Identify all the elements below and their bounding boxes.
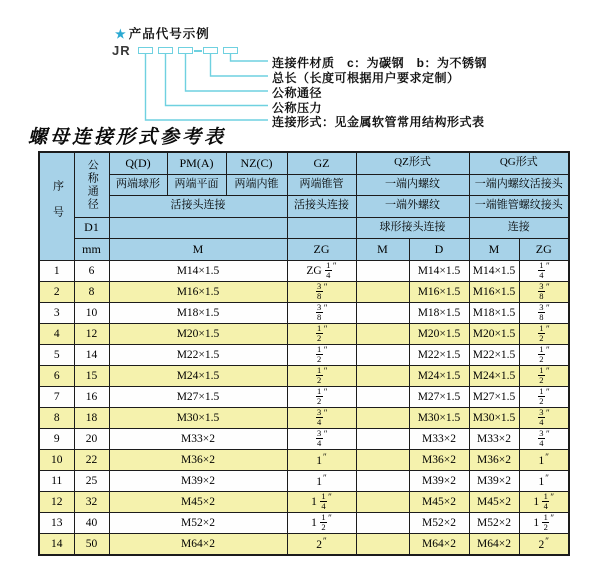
cell-qz-d: M64×2 — [409, 533, 469, 555]
header-zg: ZG — [287, 239, 356, 261]
cell-zg: 1 $\frac{1}{4}$ ″ — [287, 491, 356, 512]
header-qg-desc: 一端内螺纹活接头 — [469, 174, 569, 196]
cell-m: M18×1.5 — [109, 302, 287, 323]
cell-qz-m — [356, 386, 409, 407]
cell-qz-m — [356, 491, 409, 512]
table-header — [39, 152, 569, 260]
cell-zg: $\frac{3}{4}$ ″ — [287, 407, 356, 428]
cell-m: M52×2 — [109, 512, 287, 533]
table-row — [39, 449, 569, 470]
table-row — [39, 512, 569, 533]
header-blank-2 — [287, 217, 356, 239]
cell-dn: 40 — [74, 512, 109, 533]
cell-qz-d: M14×1.5 — [409, 260, 469, 281]
cell-zg: $\frac{3}{4}$ ″ — [287, 428, 356, 449]
header-qd-desc: 两端球形 — [109, 174, 167, 196]
header-row-4 — [39, 217, 569, 239]
cell-qz-m — [356, 533, 409, 555]
cell-zg: 1″ — [287, 449, 356, 470]
cell-qz-d: M22×1.5 — [409, 344, 469, 365]
cell-qg-zg: $\frac{1}{2}$ ″ — [519, 344, 569, 365]
header-qg-taper: 一端锥管螺纹接头 — [469, 196, 569, 218]
code-separator-dash — [194, 50, 202, 52]
cell-qg-m: M24×1.5 — [469, 365, 519, 386]
header-mm: mm — [74, 239, 109, 261]
cell-seq: 7 — [39, 386, 74, 407]
header-qg-zg: ZG — [519, 239, 569, 261]
table-title: 螺母连接形式参考表 — [28, 127, 227, 148]
header-qz-m: M — [356, 239, 409, 261]
cell-qg-zg: 1″ — [519, 470, 569, 491]
cell-zg: 1 $\frac{1}{2}$ ″ — [287, 512, 356, 533]
cell-zg: $\frac{3}{8}$ ″ — [287, 302, 356, 323]
nut-connection-reference-table — [38, 151, 570, 556]
cell-seq: 14 — [39, 533, 74, 555]
cell-dn: 25 — [74, 470, 109, 491]
table-body — [39, 260, 569, 555]
cell-qz-m — [356, 323, 409, 344]
cell-dn: 32 — [74, 491, 109, 512]
cell-qg-m: M33×2 — [469, 428, 519, 449]
cell-dn: 16 — [74, 386, 109, 407]
cell-qz-d: M36×2 — [409, 449, 469, 470]
code-box — [158, 47, 173, 54]
cell-zg: $\frac{1}{2}$ ″ — [287, 323, 356, 344]
cell-dn: 14 — [74, 344, 109, 365]
cell-zg: $\frac{1}{2}$ ″ — [287, 344, 356, 365]
header-nzc: NZ(C) — [226, 152, 287, 174]
table-row — [39, 281, 569, 302]
cell-qz-d: M33×2 — [409, 428, 469, 449]
cell-qg-zg: $\frac{3}{4}$ ″ — [519, 428, 569, 449]
code-label-connection: 连接形式：见金属软管常用结构形式表 — [272, 115, 485, 129]
cell-qz-m — [356, 260, 409, 281]
cell-qg-m: M22×1.5 — [469, 344, 519, 365]
table-row — [39, 491, 569, 512]
cell-qg-m: M36×2 — [469, 449, 519, 470]
cell-qz-d: M18×1.5 — [409, 302, 469, 323]
cell-dn: 22 — [74, 449, 109, 470]
table-row — [39, 365, 569, 386]
cell-m: M39×2 — [109, 470, 287, 491]
header-row-3 — [39, 196, 569, 218]
code-label-diameter: 公称通径 — [272, 86, 323, 100]
header-qd: Q(D) — [109, 152, 167, 174]
header-dn: 公称通径 — [74, 152, 109, 217]
header-qg-m: M — [469, 239, 519, 261]
table-row — [39, 470, 569, 491]
cell-zg: 1″ — [287, 470, 356, 491]
table-row — [39, 533, 569, 555]
header-qz-d: D — [409, 239, 469, 261]
cell-zg: $\frac{1}{2}$ ″ — [287, 386, 356, 407]
cell-seq: 13 — [39, 512, 74, 533]
header-gz: GZ — [287, 152, 356, 174]
cell-qg-zg: $\frac{3}{8}$ ″ — [519, 302, 569, 323]
cell-seq: 3 — [39, 302, 74, 323]
cell-m: M16×1.5 — [109, 281, 287, 302]
header-row-1 — [39, 152, 569, 174]
cell-seq: 10 — [39, 449, 74, 470]
header-qz-desc: 一端内螺纹 — [356, 174, 469, 196]
cell-seq: 11 — [39, 470, 74, 491]
cell-qz-m — [356, 302, 409, 323]
cell-qz-d: M16×1.5 — [409, 281, 469, 302]
diagram-heading — [115, 24, 210, 42]
cell-qg-zg: $\frac{1}{2}$ ″ — [519, 323, 569, 344]
code-prefix: JR — [112, 43, 131, 58]
cell-qz-m — [356, 281, 409, 302]
header-pma-desc: 两端平面 — [167, 174, 226, 196]
table-row — [39, 407, 569, 428]
cell-qg-zg: 1 $\frac{1}{2}$ ″ — [519, 512, 569, 533]
table-row — [39, 323, 569, 344]
cell-m: M24×1.5 — [109, 365, 287, 386]
header-pma: PM(A) — [167, 152, 226, 174]
code-box — [223, 47, 238, 54]
cell-qz-d: M20×1.5 — [409, 323, 469, 344]
code-label-pressure: 公称压力 — [272, 100, 323, 115]
cell-qg-m: M45×2 — [469, 491, 519, 512]
star-icon: ★ — [115, 27, 127, 41]
header-qz-ext: 一端外螺纹 — [356, 196, 469, 218]
cell-qz-m — [356, 449, 409, 470]
cell-qg-zg: 1″ — [519, 449, 569, 470]
diagram-heading-text: 产品代号示例 — [128, 27, 210, 41]
cell-seq: 9 — [39, 428, 74, 449]
header-gz-connection: 活接头连接 — [287, 196, 356, 218]
header-qz-ball-connection: 球形接头连接 — [356, 217, 469, 239]
header-gz-desc: 两端锥管 — [287, 174, 356, 196]
cell-dn: 20 — [74, 428, 109, 449]
cell-qz-d: M45×2 — [409, 491, 469, 512]
cell-dn: 15 — [74, 365, 109, 386]
code-box — [178, 47, 193, 54]
header-d1: D1 — [74, 217, 109, 239]
cell-qg-zg: 2″ — [519, 533, 569, 555]
cell-dn: 18 — [74, 407, 109, 428]
cell-dn: 50 — [74, 533, 109, 555]
cell-qz-d: M52×2 — [409, 512, 469, 533]
header-row-2 — [39, 174, 569, 196]
cell-qg-zg: $\frac{3}{8}$ ″ — [519, 281, 569, 302]
table-row — [39, 302, 569, 323]
cell-qz-m — [356, 512, 409, 533]
cell-qz-m — [356, 344, 409, 365]
cell-qg-zg: $\frac{1}{4}$ ″ — [519, 260, 569, 281]
cell-seq: 6 — [39, 365, 74, 386]
header-qg: QG形式 — [469, 152, 569, 174]
table-row — [39, 260, 569, 281]
cell-qz-d: M24×1.5 — [409, 365, 469, 386]
cell-qz-d: M27×1.5 — [409, 386, 469, 407]
cell-seq: 2 — [39, 281, 74, 302]
cell-m: M14×1.5 — [109, 260, 287, 281]
cell-seq: 12 — [39, 491, 74, 512]
cell-m: M27×1.5 — [109, 386, 287, 407]
cell-dn: 10 — [74, 302, 109, 323]
cell-seq: 8 — [39, 407, 74, 428]
header-blank-1 — [109, 217, 287, 239]
header-row-5 — [39, 239, 569, 261]
cell-dn: 12 — [74, 323, 109, 344]
header-nzc-desc: 两端内锥 — [226, 174, 287, 196]
cell-m: M36×2 — [109, 449, 287, 470]
cell-qz-d: M30×1.5 — [409, 407, 469, 428]
header-qz: QZ形式 — [356, 152, 469, 174]
code-box — [203, 47, 218, 54]
cell-qg-m: M64×2 — [469, 533, 519, 555]
cell-m: M33×2 — [109, 428, 287, 449]
cell-m: M20×1.5 — [109, 323, 287, 344]
cell-zg: ZG $\frac{1}{4}$ ″ — [287, 260, 356, 281]
cell-m: M30×1.5 — [109, 407, 287, 428]
cell-qg-m: M39×2 — [469, 470, 519, 491]
cell-seq: 4 — [39, 323, 74, 344]
cell-qg-m: M27×1.5 — [469, 386, 519, 407]
cell-qg-zg: $\frac{1}{2}$ ″ — [519, 386, 569, 407]
code-label-length: 总长（长度可根据用户要求定制） — [272, 71, 460, 85]
cell-qz-m — [356, 428, 409, 449]
cell-dn: 6 — [74, 260, 109, 281]
table-row — [39, 344, 569, 365]
cell-qg-m: M18×1.5 — [469, 302, 519, 323]
cell-qg-m: M16×1.5 — [469, 281, 519, 302]
cell-qg-m: M14×1.5 — [469, 260, 519, 281]
cell-qg-m: M20×1.5 — [469, 323, 519, 344]
cell-qz-m — [356, 365, 409, 386]
cell-qz-d: M39×2 — [409, 470, 469, 491]
table-row — [39, 428, 569, 449]
header-union-connection: 活接头连接 — [109, 196, 287, 218]
cell-qg-m: M52×2 — [469, 512, 519, 533]
cell-qg-zg: $\frac{3}{4}$ ″ — [519, 407, 569, 428]
code-box — [138, 47, 153, 54]
cell-dn: 8 — [74, 281, 109, 302]
cell-qg-m: M30×1.5 — [469, 407, 519, 428]
header-qg-connection: 连接 — [469, 217, 569, 239]
header-m: M — [109, 239, 287, 261]
cell-seq: 5 — [39, 344, 74, 365]
code-label-material: 连接件材质 c：为碳钢 b：为不锈钢 — [272, 56, 488, 70]
cell-zg: $\frac{3}{8}$ ″ — [287, 281, 356, 302]
cell-m: M45×2 — [109, 491, 287, 512]
cell-seq: 1 — [39, 260, 74, 281]
cell-zg: 2″ — [287, 533, 356, 555]
cell-m: M22×1.5 — [109, 344, 287, 365]
cell-qg-zg: 1 $\frac{1}{4}$ ″ — [519, 491, 569, 512]
cell-qg-zg: $\frac{1}{2}$ ″ — [519, 365, 569, 386]
header-seq: 序号 — [39, 152, 74, 260]
cell-m: M64×2 — [109, 533, 287, 555]
cell-zg: $\frac{1}{2}$ ″ — [287, 365, 356, 386]
cell-qz-m — [356, 407, 409, 428]
table-row — [39, 386, 569, 407]
cell-qz-m — [356, 470, 409, 491]
